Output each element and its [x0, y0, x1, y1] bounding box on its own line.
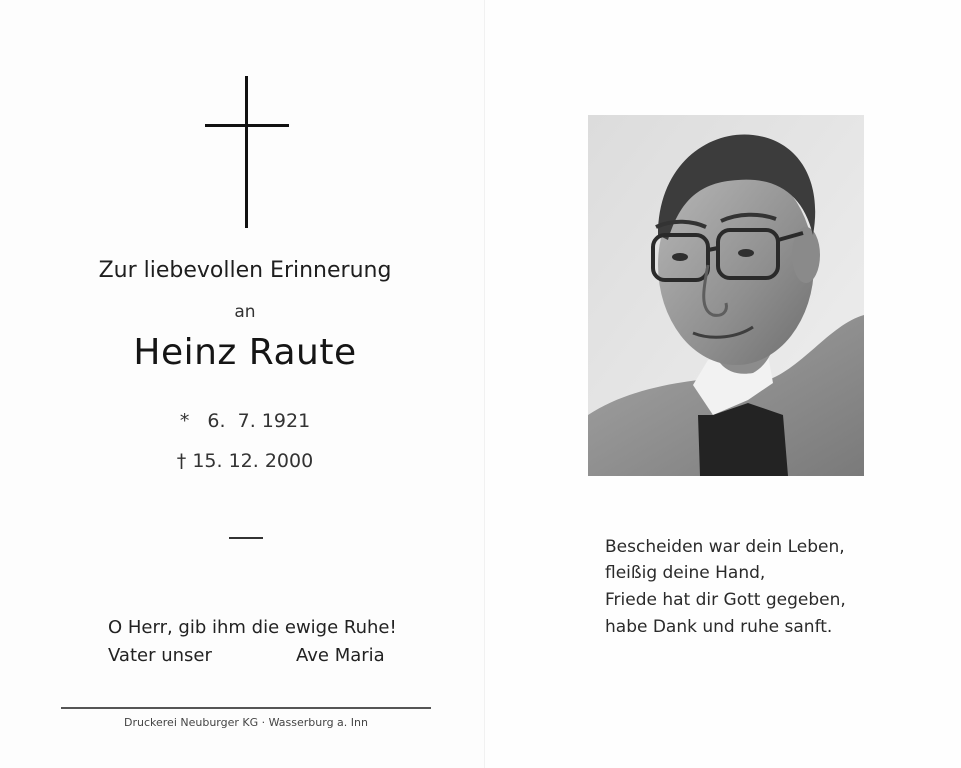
footer-rule	[61, 707, 431, 709]
poem-line-4: habe Dank und ruhe sanft.	[605, 617, 833, 637]
birth-date: * 6. 7. 1921	[179, 410, 311, 432]
memorial-connector: an	[234, 302, 256, 322]
prayer-ave-maria: Ave Maria	[296, 645, 385, 666]
poem-line-1: Bescheiden war dein Leben,	[605, 537, 845, 557]
death-date: † 15. 12. 2000	[176, 450, 314, 472]
deceased-name: Heinz Raute	[133, 332, 357, 373]
card-fold	[484, 0, 485, 768]
divider	[229, 537, 263, 539]
printer-credit: Druckerei Neuburger KG · Wasserburg a. Inn	[124, 716, 368, 729]
prayer-vater-unser: Vater unser	[108, 645, 212, 666]
cross-icon	[205, 76, 289, 228]
memorial-heading: Zur liebevollen Erinnerung	[98, 258, 392, 283]
prayer-line: O Herr, gib ihm die ewige Ruhe!	[108, 617, 397, 638]
portrait-photo	[588, 115, 864, 476]
poem-line-2: fleißig deine Hand,	[605, 563, 766, 583]
poem-line-3: Friede hat dir Gott gegeben,	[605, 590, 846, 610]
